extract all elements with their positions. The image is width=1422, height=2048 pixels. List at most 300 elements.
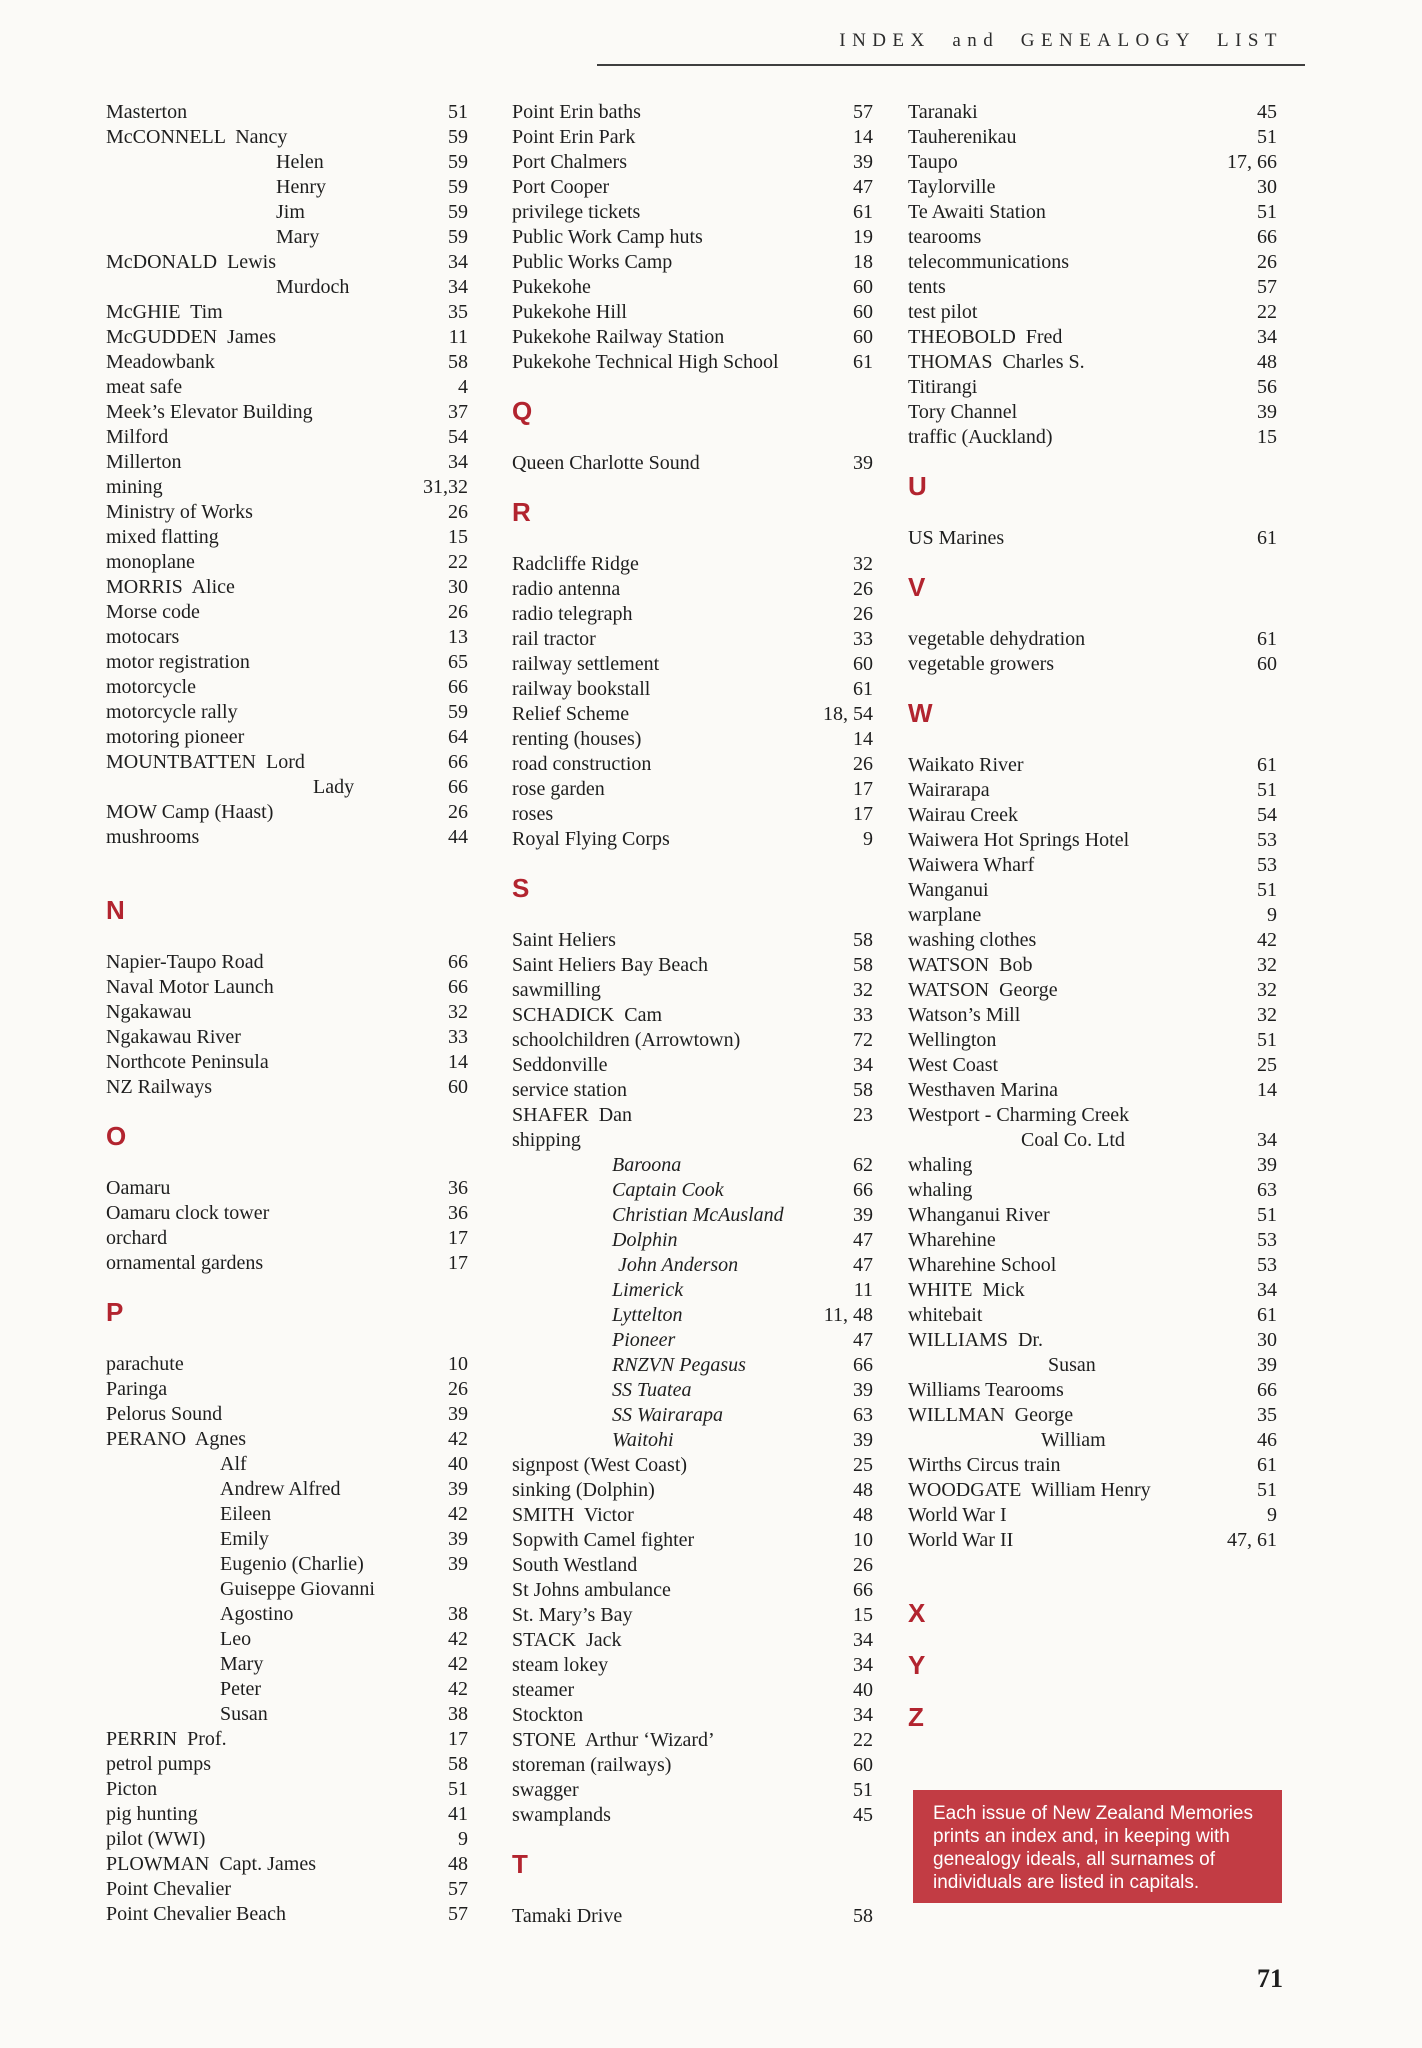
section-letter-T: T: [512, 1849, 528, 1879]
index-entry: [908, 1178, 1277, 1203]
entry-pages: 18, 54: [823, 703, 873, 725]
entry-pages: 32: [853, 553, 873, 575]
index-entry: [106, 1777, 468, 1802]
index-entry: [512, 777, 873, 802]
entry-pages: 40: [853, 1679, 873, 1701]
entry-label: Saint Heliers Bay Beach: [512, 954, 709, 976]
entry-pages: 53: [1257, 1229, 1277, 1251]
entry-pages: 51: [1257, 1029, 1277, 1051]
entry-label: road construction: [512, 753, 652, 775]
entry-pages: 23: [853, 1104, 873, 1126]
entry-pages: 53: [1257, 829, 1277, 851]
index-entry: [106, 1902, 468, 1927]
index-entry: [512, 1603, 873, 1628]
entry-label: McDONALD Lewis: [106, 251, 276, 273]
entry-pages: 26: [448, 501, 468, 523]
entry-label: Westhaven Marina: [908, 1079, 1058, 1101]
section-letter-N: N: [106, 895, 125, 925]
entry-pages: 39: [1257, 1354, 1277, 1376]
entry-label: Henry: [276, 176, 326, 198]
entry-label: signpost (West Coast): [512, 1454, 688, 1476]
entry-pages: 62: [853, 1154, 873, 1176]
index-entry: [908, 1378, 1277, 1403]
entry-label: Murdoch: [276, 276, 350, 298]
index-entry: [908, 1278, 1277, 1303]
index-entry: [512, 1904, 873, 1929]
entry-label: Dolphin: [612, 1229, 678, 1251]
entry-label: railway bookstall: [512, 678, 651, 700]
entry-label: World War I: [908, 1504, 1007, 1526]
index-entry: [106, 1702, 468, 1727]
entry-label: Milford: [106, 426, 169, 448]
entry-pages: 15: [448, 526, 468, 548]
entry-pages: 61: [1257, 754, 1277, 776]
index-entry: [908, 1503, 1277, 1528]
entry-pages: 57: [448, 1878, 468, 1900]
entry-pages: 66: [448, 951, 468, 973]
entry-pages: 64: [448, 726, 468, 748]
entry-pages: 11: [448, 326, 468, 348]
entry-pages: 26: [448, 801, 468, 823]
index-entry: [106, 1201, 468, 1226]
index-entry: [908, 878, 1277, 903]
index-entry: [908, 250, 1277, 275]
entry-label: West Coast: [908, 1054, 999, 1076]
entry-label: ornamental gardens: [106, 1252, 264, 1274]
entry-label: Queen Charlotte Sound: [512, 452, 700, 474]
entry-label: Taylorville: [908, 176, 996, 198]
entry-pages: 66: [853, 1179, 873, 1201]
entry-label: THEOBOLD Fred: [908, 326, 1063, 348]
entry-label: shipping: [512, 1129, 581, 1151]
index-entry: [106, 625, 468, 650]
index-entry: [908, 526, 1277, 551]
index-entry: [512, 752, 873, 777]
entry-label: St. Mary’s Bay: [512, 1604, 633, 1626]
entry-label: William: [1041, 1429, 1106, 1451]
header-rule: [597, 64, 1305, 66]
entry-pages: 47: [853, 176, 873, 198]
entry-pages: 58: [853, 1905, 873, 1927]
index-entry: [106, 350, 468, 375]
entry-label: Williams Tearooms: [908, 1379, 1064, 1401]
entry-pages: 60: [853, 653, 873, 675]
index-entry: [908, 652, 1277, 677]
entry-label: Napier-Taupo Road: [106, 951, 264, 973]
index-entry: [908, 1353, 1277, 1378]
entry-label: tents: [908, 276, 946, 298]
index-entry: [106, 950, 468, 975]
index-entry: [106, 800, 468, 825]
index-entry: [512, 200, 873, 225]
index-entry: [512, 1253, 873, 1278]
entry-pages: 48: [853, 1479, 873, 1501]
index-entry: [512, 928, 873, 953]
index-entry: [908, 803, 1277, 828]
entry-pages: 54: [1257, 804, 1277, 826]
entry-label: whaling: [908, 1179, 973, 1201]
index-entry: [512, 627, 873, 652]
index-entry: [512, 1103, 873, 1128]
entry-label: schoolchildren (Arrowtown): [512, 1029, 741, 1051]
entry-label: McGHIE Tim: [106, 301, 223, 323]
index-entry: [512, 953, 873, 978]
entry-label: WHITE Mick: [908, 1279, 1025, 1301]
entry-pages: 39: [853, 1429, 873, 1451]
entry-pages: 66: [1257, 1379, 1277, 1401]
entry-pages: 11: [853, 1279, 873, 1301]
entry-pages: 66: [448, 776, 468, 798]
entry-pages: 59: [448, 201, 468, 223]
index-entry: [106, 825, 468, 850]
entry-label: SS Tuatea: [612, 1379, 692, 1401]
entry-pages: 39: [853, 1204, 873, 1226]
entry-pages: 53: [1257, 854, 1277, 876]
entry-pages: 58: [448, 351, 468, 373]
index-entry: [106, 125, 468, 150]
index-entry: [512, 225, 873, 250]
entry-pages: 17, 66: [1227, 151, 1277, 173]
section-letter-R: R: [512, 497, 531, 527]
entry-label: Taupo: [908, 151, 958, 173]
entry-pages: 42: [448, 1428, 468, 1450]
entry-pages: 47: [853, 1254, 873, 1276]
entry-label: Mary: [220, 1653, 264, 1675]
index-entry: [106, 1477, 468, 1502]
entry-pages: 17: [448, 1728, 468, 1750]
entry-pages: 61: [853, 678, 873, 700]
entry-pages: 17: [853, 803, 873, 825]
entry-label: STONE Arthur ‘Wizard’: [512, 1729, 715, 1751]
index-entry: [512, 1503, 873, 1528]
index-entry: [106, 1677, 468, 1702]
index-entry: [512, 1628, 873, 1653]
index-entry: [512, 100, 873, 125]
index-entry: [106, 400, 468, 425]
entry-label: radio antenna: [512, 578, 621, 600]
index-entry: [512, 1428, 873, 1453]
entry-pages: 26: [853, 603, 873, 625]
entry-pages: 33: [448, 1026, 468, 1048]
entry-label: telecommunications: [908, 251, 1070, 273]
entry-label: Susan: [1048, 1354, 1096, 1376]
entry-label: Christian McAusland: [612, 1204, 784, 1226]
entry-pages: 34: [853, 1654, 873, 1676]
entry-pages: 39: [1257, 401, 1277, 423]
entry-pages: 66: [448, 676, 468, 698]
entry-label: steamer: [512, 1679, 575, 1701]
entry-label: Captain Cook: [612, 1179, 724, 1201]
entry-label: warplane: [908, 904, 982, 926]
entry-pages: 39: [448, 1478, 468, 1500]
index-entry: [908, 903, 1277, 928]
entry-label: Wharehine School: [908, 1254, 1057, 1276]
index-entry: [908, 1153, 1277, 1178]
index-entry: [106, 1502, 468, 1527]
entry-label: RNZVN Pegasus: [612, 1354, 746, 1376]
entry-pages: 65: [448, 651, 468, 673]
entry-label: Wharehine: [908, 1229, 996, 1251]
entry-label: McCONNELL Nancy: [106, 126, 288, 148]
index-entry: [512, 175, 873, 200]
index-entry: [106, 1000, 468, 1025]
index-entry: [908, 400, 1277, 425]
index-entry: [512, 1778, 873, 1803]
entry-pages: 61: [1257, 628, 1277, 650]
section-letter-Y: Y: [908, 1650, 926, 1680]
entry-label: Wairarapa: [908, 779, 990, 801]
entry-label: Point Chevalier Beach: [106, 1903, 286, 1925]
index-entry: [908, 828, 1277, 853]
index-entry: [106, 450, 468, 475]
entry-pages: 36: [448, 1202, 468, 1224]
entry-label: meat safe: [106, 376, 183, 398]
entry-label: SHAFER Dan: [512, 1104, 633, 1126]
entry-label: service station: [512, 1079, 627, 1101]
index-entry: [908, 1253, 1277, 1278]
index-entry: [106, 600, 468, 625]
entry-pages: 26: [853, 1554, 873, 1576]
entry-pages: 51: [1257, 201, 1277, 223]
index-entry: [908, 350, 1277, 375]
entry-pages: 34: [853, 1629, 873, 1651]
entry-label: PERANO Agnes: [106, 1428, 247, 1450]
entry-pages: 33: [853, 1004, 873, 1026]
entry-pages: 60: [853, 276, 873, 298]
index-entry: [106, 1527, 468, 1552]
entry-label: whitebait: [908, 1304, 983, 1326]
entry-pages: 34: [853, 1704, 873, 1726]
entry-pages: 10: [448, 1353, 468, 1375]
index-entry: [106, 1727, 468, 1752]
entry-label: Limerick: [612, 1279, 684, 1301]
index-entry: [512, 1753, 873, 1778]
entry-pages: 26: [1257, 251, 1277, 273]
entry-label: sinking (Dolphin): [512, 1479, 655, 1501]
entry-pages: 26: [448, 1378, 468, 1400]
index-entry: [512, 552, 873, 577]
index-entry: [106, 200, 468, 225]
entry-label: Stockton: [512, 1704, 584, 1726]
index-entry: [106, 1377, 468, 1402]
entry-label: MOUNTBATTEN Lord: [106, 751, 305, 773]
index-entry: [908, 1328, 1277, 1353]
entry-label: PERRIN Prof.: [106, 1728, 227, 1750]
entry-label: MOW Camp (Haast): [106, 801, 274, 823]
entry-label: SMITH Victor: [512, 1504, 634, 1526]
index-entry: [106, 425, 468, 450]
entry-pages: 22: [853, 1729, 873, 1751]
entry-pages: 66: [448, 751, 468, 773]
entry-pages: 72: [853, 1029, 873, 1051]
entry-pages: 41: [448, 1803, 468, 1825]
section-letter-U: U: [908, 471, 927, 501]
index-entry: [512, 350, 873, 375]
entry-pages: 61: [853, 201, 873, 223]
index-entry: [106, 775, 468, 800]
section-letter-P: P: [106, 1297, 124, 1327]
entry-pages: 59: [448, 701, 468, 723]
entry-label: Jim: [276, 201, 305, 223]
index-entry: [106, 1352, 468, 1377]
entry-label: mushrooms: [106, 826, 200, 848]
entry-label: Te Awaiti Station: [908, 201, 1046, 223]
index-entry: [106, 1827, 468, 1852]
entry-label: Morse code: [106, 601, 200, 623]
entry-label: PLOWMAN Capt. James: [106, 1853, 316, 1875]
entry-pages: 34: [448, 451, 468, 473]
entry-pages: 34: [1257, 326, 1277, 348]
entry-pages: 34: [448, 276, 468, 298]
entry-label: Millerton: [106, 451, 182, 473]
entry-label: railway settlement: [512, 653, 660, 675]
index-entry: [106, 275, 468, 300]
entry-label: Andrew Alfred: [220, 1478, 341, 1500]
index-entry: [908, 1078, 1277, 1103]
index-entry: [106, 1552, 468, 1577]
entry-pages: 26: [853, 753, 873, 775]
entry-pages: 19: [853, 226, 873, 248]
index-entry: [106, 1452, 468, 1477]
entry-label: motocars: [106, 626, 180, 648]
index-entry: [908, 753, 1277, 778]
entry-pages: 18: [853, 251, 873, 273]
entry-pages: 61: [1257, 1304, 1277, 1326]
entry-pages: 22: [1257, 301, 1277, 323]
entry-label: Northcote Peninsula: [106, 1051, 269, 1073]
index-entry: [106, 250, 468, 275]
entry-pages: 4: [458, 376, 468, 398]
entry-label: Ngakawau: [106, 1001, 192, 1023]
entry-label: St Johns ambulance: [512, 1579, 671, 1601]
index-entry: [106, 1050, 468, 1075]
index-entry: [106, 1852, 468, 1877]
entry-label: motorcycle rally: [106, 701, 238, 723]
entry-label: Lyttelton: [612, 1304, 683, 1326]
column-gap: [106, 850, 468, 874]
entry-label: Port Chalmers: [512, 151, 627, 173]
entry-label: Alf: [220, 1453, 247, 1475]
entry-label: Royal Flying Corps: [512, 828, 670, 850]
entry-pages: 31,32: [423, 476, 468, 498]
entry-label: Sopwith Camel fighter: [512, 1529, 695, 1551]
index-entry: [106, 475, 468, 500]
index-entry: [908, 1453, 1277, 1478]
entry-label: THOMAS Charles S.: [908, 351, 1085, 373]
entry-label: Pioneer: [612, 1329, 676, 1351]
entry-pages: 14: [1257, 1079, 1277, 1101]
entry-pages: 17: [853, 778, 873, 800]
entry-pages: 58: [853, 929, 873, 951]
entry-label: Oamaru: [106, 1177, 171, 1199]
entry-pages: 61: [1257, 1454, 1277, 1476]
entry-pages: 15: [853, 1604, 873, 1626]
index-entry: [106, 300, 468, 325]
entry-label: World War II: [908, 1529, 1014, 1551]
section-letter-S: S: [512, 873, 530, 903]
entry-pages: 25: [853, 1454, 873, 1476]
index-entry: [908, 953, 1277, 978]
index-entry: [512, 827, 873, 852]
entry-pages: 36: [448, 1177, 468, 1199]
entry-label: washing clothes: [908, 929, 1037, 951]
index-entry: [512, 1203, 873, 1228]
entry-label: Public Works Camp: [512, 251, 673, 273]
index-entry: [512, 1353, 873, 1378]
entry-pages: 59: [448, 151, 468, 173]
entry-pages: 11, 48: [823, 1304, 873, 1326]
entry-pages: 26: [448, 601, 468, 623]
section-letter-Z: Z: [908, 1702, 924, 1732]
entry-pages: 61: [1257, 527, 1277, 549]
entry-pages: 10: [853, 1529, 873, 1551]
entry-label: steam lokey: [512, 1654, 609, 1676]
entry-pages: 57: [853, 101, 873, 123]
index-entry: [512, 1653, 873, 1678]
index-entry: [106, 225, 468, 250]
entry-pages: 58: [448, 1753, 468, 1775]
entry-pages: 9: [1267, 1504, 1277, 1526]
index-entry: [106, 1251, 468, 1276]
entry-pages: 54: [448, 426, 468, 448]
index-entry: [106, 175, 468, 200]
entry-label: Naval Motor Launch: [106, 976, 274, 998]
entry-pages: 35: [448, 301, 468, 323]
entry-pages: 9: [863, 828, 873, 850]
entry-label: rail tractor: [512, 628, 596, 650]
entry-label: Watson’s Mill: [908, 1004, 1021, 1026]
entry-pages: 34: [1257, 1279, 1277, 1301]
index-entry: [512, 702, 873, 727]
index-entry: [106, 975, 468, 1000]
index-entry: [106, 1402, 468, 1427]
section-letter-Q: Q: [512, 396, 533, 426]
index-entry: [908, 853, 1277, 878]
page-number: 71: [1257, 1964, 1283, 1993]
index-entry: [106, 650, 468, 675]
index-entry: [106, 1427, 468, 1452]
entry-pages: 32: [1257, 954, 1277, 976]
entry-pages: 37: [448, 401, 468, 423]
entry-pages: 48: [1257, 351, 1277, 373]
index-entry: [908, 1028, 1277, 1053]
entry-pages: 53: [1257, 1254, 1277, 1276]
index-entry: [512, 1078, 873, 1103]
index-entry: [106, 1627, 468, 1652]
entry-pages: 51: [1257, 1479, 1277, 1501]
entry-label: Relief Scheme: [512, 703, 630, 725]
index-entry: [106, 375, 468, 400]
entry-label: Pelorus Sound: [106, 1403, 223, 1425]
index-entry: [908, 1053, 1277, 1078]
entry-pages: 39: [448, 1403, 468, 1425]
index-entry: [908, 1403, 1277, 1428]
index-column-2: [512, 100, 873, 1929]
index-entry: [512, 1378, 873, 1403]
entry-pages: 60: [853, 1754, 873, 1776]
index-entry: [512, 300, 873, 325]
entry-label: roses: [512, 803, 554, 825]
index-entry: [512, 727, 873, 752]
index-entry: [106, 1877, 468, 1902]
index-entry: [512, 677, 873, 702]
entry-pages: 60: [448, 1076, 468, 1098]
entry-label: motorcycle: [106, 676, 196, 698]
entry-label: mining: [106, 476, 163, 498]
entry-label: Coal Co. Ltd: [1021, 1129, 1125, 1151]
index-entry: [908, 978, 1277, 1003]
entry-pages: 59: [448, 226, 468, 248]
